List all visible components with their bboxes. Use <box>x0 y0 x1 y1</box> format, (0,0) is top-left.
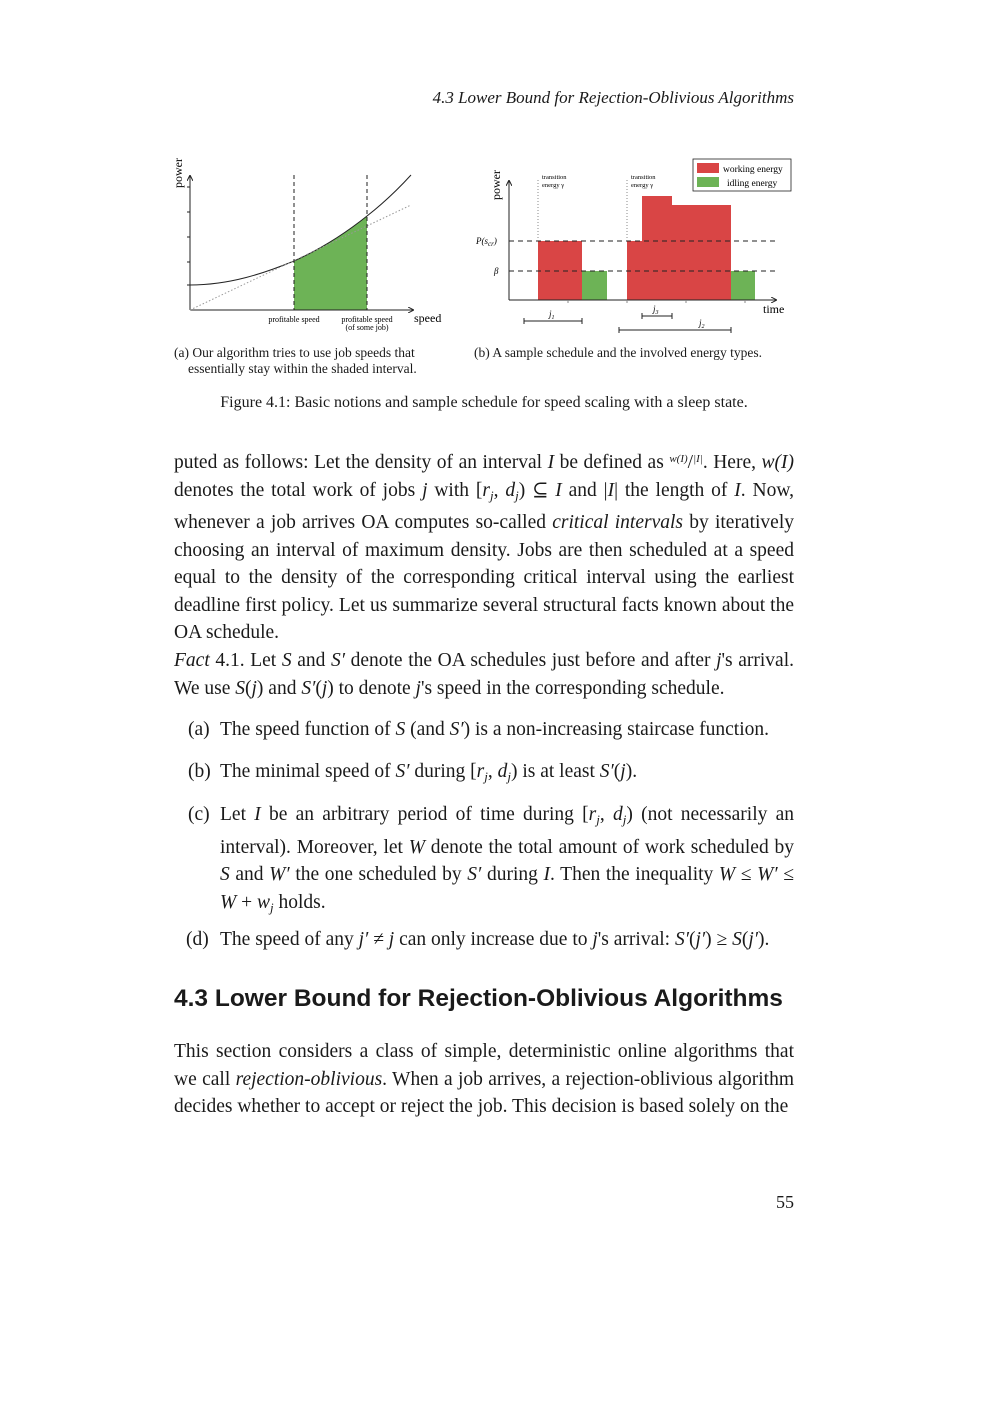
fact-item-a: (a) The speed function of S (and S′) is a non-increasing staircase function. <box>188 719 770 740</box>
caption-a: (a) Our algorithm tries to use job speeds that essentially stay within the shaded interval. <box>174 345 417 376</box>
math-text: I <box>547 452 555 473</box>
text-segment: during [ <box>409 761 477 782</box>
math-text: S′ <box>674 929 689 950</box>
text-segment: . Here, <box>702 452 762 473</box>
math-text: I <box>543 864 550 885</box>
math-text: W′ <box>757 864 778 885</box>
text-segment: (and <box>405 719 450 740</box>
text-segment: 's speed in the corresponding schedule. <box>420 677 725 699</box>
marker-label-2: profitable speed <box>341 315 393 324</box>
math-text: j <box>489 487 494 503</box>
text-segment: / <box>687 452 694 473</box>
text-segment: be defined as <box>554 452 670 473</box>
text-segment: ) is at least <box>510 761 600 782</box>
math-text: S <box>281 650 292 671</box>
text-segment: ) (not necessarily an interval). Moreover, let <box>220 804 794 858</box>
text-segment: The speed function of <box>220 719 396 740</box>
figure-a-plot <box>0 0 1000 345</box>
math-text: j <box>422 479 428 501</box>
math-text: r <box>476 761 485 782</box>
legend-label-idling: idling energy <box>727 179 778 189</box>
x-axis-label-b: time <box>763 302 785 316</box>
caption-b: (b) A sample schedule and the involved energy types. <box>474 345 763 360</box>
math-text: W <box>220 891 237 913</box>
text-segment: . When a job arrives, a rejection-oblivious algorithm decides whether to accept or reject the job. This decision is based solely on the <box>174 1068 794 1117</box>
math-text: j <box>321 677 328 699</box>
math-text: j <box>388 929 395 950</box>
text-segment: 's arrival: <box>597 929 675 950</box>
text-segment: ( <box>613 761 621 782</box>
math-text: S′ <box>330 650 345 671</box>
math-text: W′ <box>269 864 290 885</box>
text-segment: puted as follows: Let the density of an interval <box>174 452 548 473</box>
text-segment: ( <box>688 929 696 950</box>
math-text: S <box>220 864 230 885</box>
text-segment: Let <box>220 804 255 825</box>
math-text: j <box>484 769 488 784</box>
transition-label-2b: energy γ <box>631 182 654 189</box>
math-text: W <box>408 836 425 858</box>
math-text: S′ <box>599 761 614 782</box>
math-text: d <box>505 479 516 501</box>
transition-label-1: transition <box>542 174 567 181</box>
job-label-2: $j_2$ <box>699 318 705 330</box>
legend-swatch-idling <box>697 177 719 187</box>
text-segment: ≤ <box>777 864 794 885</box>
text-segment: ≤ <box>735 864 758 885</box>
text-segment: The speed of any <box>220 929 359 950</box>
text-segment: during <box>481 864 544 885</box>
legend-swatch-working <box>697 163 719 173</box>
running-header: 4.3 Lower Bound for Rejection-Oblivious Algorithms <box>432 88 794 107</box>
working-energy-jobs2-3 <box>627 196 731 300</box>
text-segment: and <box>229 864 270 885</box>
transition-label-2: transition <box>631 174 656 181</box>
level-beta-label: β <box>494 266 499 276</box>
math-text: S′ <box>301 677 316 699</box>
text-segment: , <box>493 479 506 501</box>
math-text: I <box>254 804 261 825</box>
idling-energy-2 <box>731 271 755 300</box>
text-segment: , <box>487 761 498 782</box>
math-text: rejection-oblivious <box>235 1068 383 1090</box>
math-text: j <box>507 769 511 784</box>
job-label-3: $j_3$ <box>653 304 659 316</box>
text-segment: denote the OA schedules just before and after <box>344 650 717 671</box>
math-text: w(I) <box>761 452 795 473</box>
text-segment: can only increase due to <box>394 929 593 950</box>
idling-energy-1 <box>582 271 607 300</box>
text-segment: The minimal speed of <box>220 761 396 782</box>
text-segment: 4.1. Let <box>209 650 282 671</box>
text-segment: ). <box>625 761 638 782</box>
text-segment: denote the total amount of work scheduled by <box>425 836 794 858</box>
math-text: j <box>515 487 519 503</box>
section-heading: 4.3 Lower Bound for Rejection-Oblivious Algorithms <box>174 985 783 1012</box>
text-segment: ) ≥ <box>705 929 733 950</box>
text-segment: ) and <box>256 677 302 699</box>
text-segment: and <box>291 650 331 671</box>
math-text: r <box>588 804 597 825</box>
math-text: w <box>257 891 271 913</box>
paragraph-rejection-oblivious <box>174 1038 794 1121</box>
text-segment: ) to denote <box>327 677 416 699</box>
text-segment: + <box>236 891 257 913</box>
y-axis-label: power <box>171 158 185 188</box>
math-text: j <box>270 899 274 915</box>
math-text: I <box>734 479 741 501</box>
math-text: j′ <box>748 929 759 950</box>
math-text: j′ <box>358 929 369 950</box>
math-text: |I| <box>693 453 703 465</box>
page-number: 55 <box>776 1192 794 1212</box>
math-text: j <box>592 929 598 950</box>
math-text: W <box>718 864 736 885</box>
text-segment: ≠ <box>368 929 389 950</box>
math-text: I <box>607 479 615 501</box>
fact-item-d: (d) The speed of any j′ ≠ j can only increase due to j's arrival: S′(j′) ≥ S(j′). <box>186 929 770 950</box>
math-text: j <box>620 761 626 782</box>
math-text: I <box>555 479 562 501</box>
math-text: S <box>395 719 406 740</box>
text-segment: holds. <box>273 891 326 913</box>
text-segment: ( <box>741 929 749 950</box>
math-text: d <box>612 804 623 825</box>
math-text: j <box>415 677 421 699</box>
x-axis-label: speed <box>414 311 442 325</box>
math-text: Fact <box>174 650 210 671</box>
math-text: r <box>482 479 490 501</box>
math-text: w(I) <box>669 453 688 465</box>
figure-caption: Figure 4.1: Basic notions and sample schedule for speed scaling with a sleep state. <box>220 394 748 411</box>
legend <box>693 159 791 191</box>
transition-label-1b: energy γ <box>542 182 565 189</box>
text-segment: ( <box>315 677 322 699</box>
text-segment: ( <box>245 677 252 699</box>
text-segment: , <box>599 804 613 825</box>
text-segment: by iteratively choosing an interval of maximum density. Jobs are then scheduled at a speed equal to the density of the corresponding critical interval using the earliest deadline first policy. Let us summarize several structural facts known about the OA schedule. <box>174 512 794 643</box>
math-text: j′ <box>695 929 706 950</box>
text-segment: and | <box>561 479 608 501</box>
legend-label-working: working energy <box>723 165 783 175</box>
text-segment: be an arbitrary period of time during [ <box>260 804 589 825</box>
math-text: j <box>716 650 722 671</box>
math-text: critical intervals <box>552 512 683 533</box>
text-segment: ) is a non-increasing staircase function. <box>463 719 770 740</box>
fact-item-c: (c) Let I be an arbitrary period of time during [$r_j$, $d_j$) (not necessarily an interval). Moreover, let W denote the total amount of work scheduled by S and W′ the one scheduled by S′ during I. Then the inequality $W \le W' \le W + w_j$ holds. <box>188 804 794 915</box>
text-segment: ) ⊆ <box>518 479 556 501</box>
level-pscr-label: $P(s_{cr})$ <box>476 236 497 248</box>
text-segment: | the length of <box>614 479 735 501</box>
text-segment: . Now, whenever a job arrives OA computes so-called <box>174 479 795 533</box>
math-text: j <box>251 677 257 699</box>
marker-label-1: profitable speed <box>268 315 320 324</box>
text-segment: This section considers a class of simple, deterministic online algorithms that we call <box>174 1041 794 1090</box>
text-segment: . Then the inequality <box>550 864 719 885</box>
math-text: d <box>497 761 508 782</box>
math-text: j <box>596 812 600 827</box>
math-text: S′ <box>467 864 482 885</box>
text-segment: with [ <box>427 479 483 501</box>
fact-item-b: (b) The minimal speed of S′ during [$r_j$, $d_j$) is at least S′(j). <box>188 761 638 784</box>
shaded-interval <box>294 216 367 310</box>
math-text: S <box>235 677 245 699</box>
fact-statement <box>174 647 794 702</box>
math-text: S′ <box>395 761 410 782</box>
paragraph-oa <box>174 446 794 647</box>
math-text: j <box>622 812 627 827</box>
text-segment: 's arrival. We use <box>174 650 794 699</box>
y-axis-label-b: power <box>489 170 503 200</box>
text-segment: the one scheduled by <box>289 864 468 885</box>
job-label-1: $j_1$ <box>549 309 555 321</box>
math-text: S′ <box>449 719 464 740</box>
marker-label-2b: (of some job) <box>345 323 389 332</box>
text-segment: denotes the total work of jobs <box>174 479 423 501</box>
math-text: S <box>732 929 742 950</box>
text-segment: ). <box>758 929 770 950</box>
